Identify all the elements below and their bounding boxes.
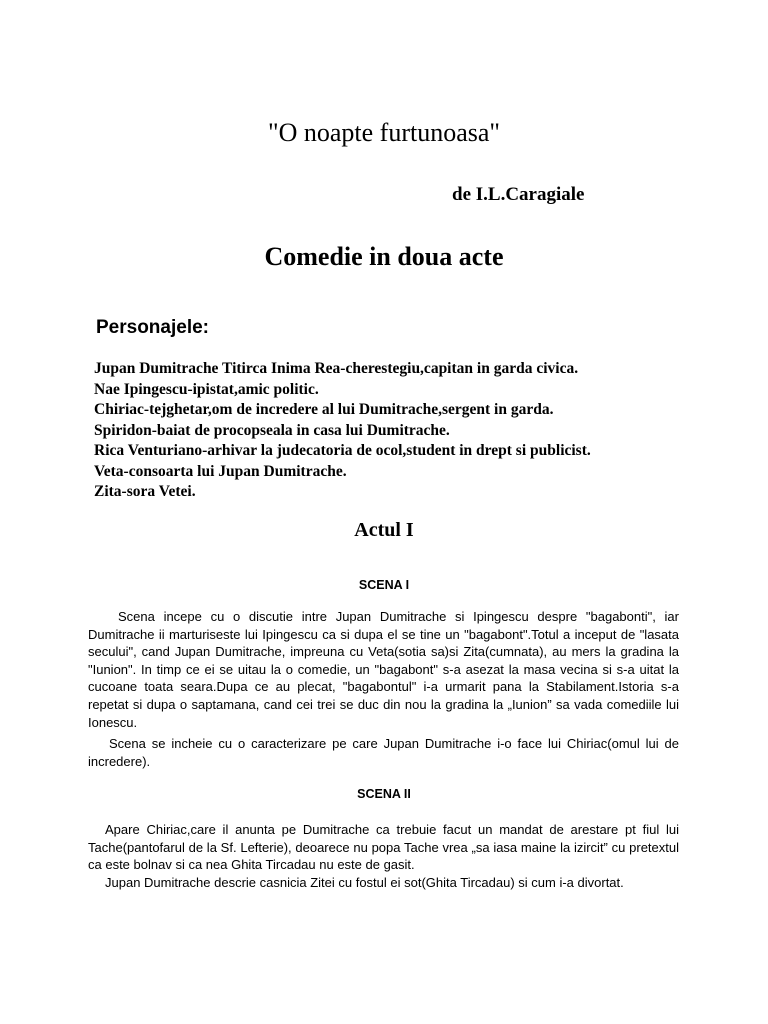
scene-paragraph: Apare Chiriac,care il anunta pe Dumitrache ca trebuie facut un mandat de arestare pt fiul lui Tache(pantofarul de la Sf. Lefterie), deoarece nu popa Tache vrea „sa iasa maine la izircit” cu pretextul ca este bolnav si ca nea Ghita Tircadau nu este de gasit.	[88, 822, 679, 873]
character-item: Chiriac-tejghetar,om de incredere al lui Dumitrache,sergent in garda.	[94, 401, 554, 418]
scene-paragraph: Scena incepe cu o discutie intre Jupan Dumitrache si Ipingescu despre "bagabonti", iar Dumitrache ii marturiseste lui Ipingescu ca si dupa el se tine un "bagabont".Totul a inceput de "lasata secului", cand Jupan Dumitrache, impreuna cu Veta(sotia sa)si Zita(cumnata), au mers la gradina la "Iunion". In timp ce ei se uitau la o comedie, un "bagabont" s-a asezat la masa vecina si s-a uitat la cucoane toata seara.Dupa ce au plecat, "bagabontul" i-a urmarit pana la Stabilament.Istoria s-a repetat si dupa o saptamana, cand cei trei se duc din nou la gradina la „Iunion” sa vada comediile lui Ionescu.	[88, 609, 679, 730]
act-heading: Actul I	[354, 519, 414, 541]
author-line: de I.L.Caragiale	[452, 184, 585, 205]
character-item: Rica Venturiano-arhivar la judecatoria de ocol,student in drept si publicist.	[94, 442, 591, 459]
scene-paragraph: Jupan Dumitrache descrie casnicia Zitei cu fostul ei sot(Ghita Tircadau) si cum i-a divortat.	[105, 875, 624, 890]
scene-paragraph: Scena se incheie cu o caracterizare pe care Jupan Dumitrache i-o face lui Chiriac(omul lui de incredere).	[88, 736, 679, 769]
character-item: Spiridon-baiat de procopseala in casa lui Dumitrache.	[94, 421, 450, 439]
scene-heading: SCENA I	[358, 578, 410, 592]
character-list	[94, 359, 591, 503]
document-title: "O noapte furtunoasa"	[267, 118, 501, 147]
character-item: Zita-sora Vetei.	[94, 483, 196, 500]
scene-heading: SCENA II	[357, 787, 411, 801]
character-item: Nae Ipingescu-ipistat,amic politic.	[94, 380, 319, 398]
document-subtitle: Comedie in doua acte	[264, 242, 504, 271]
characters-heading: Personajele:	[96, 317, 209, 338]
character-item: Jupan Dumitrache Titirca Inima Rea-cherestegiu,capitan in garda civica.	[94, 360, 579, 377]
character-item: Veta-consoarta lui Jupan Dumitrache.	[94, 462, 347, 480]
